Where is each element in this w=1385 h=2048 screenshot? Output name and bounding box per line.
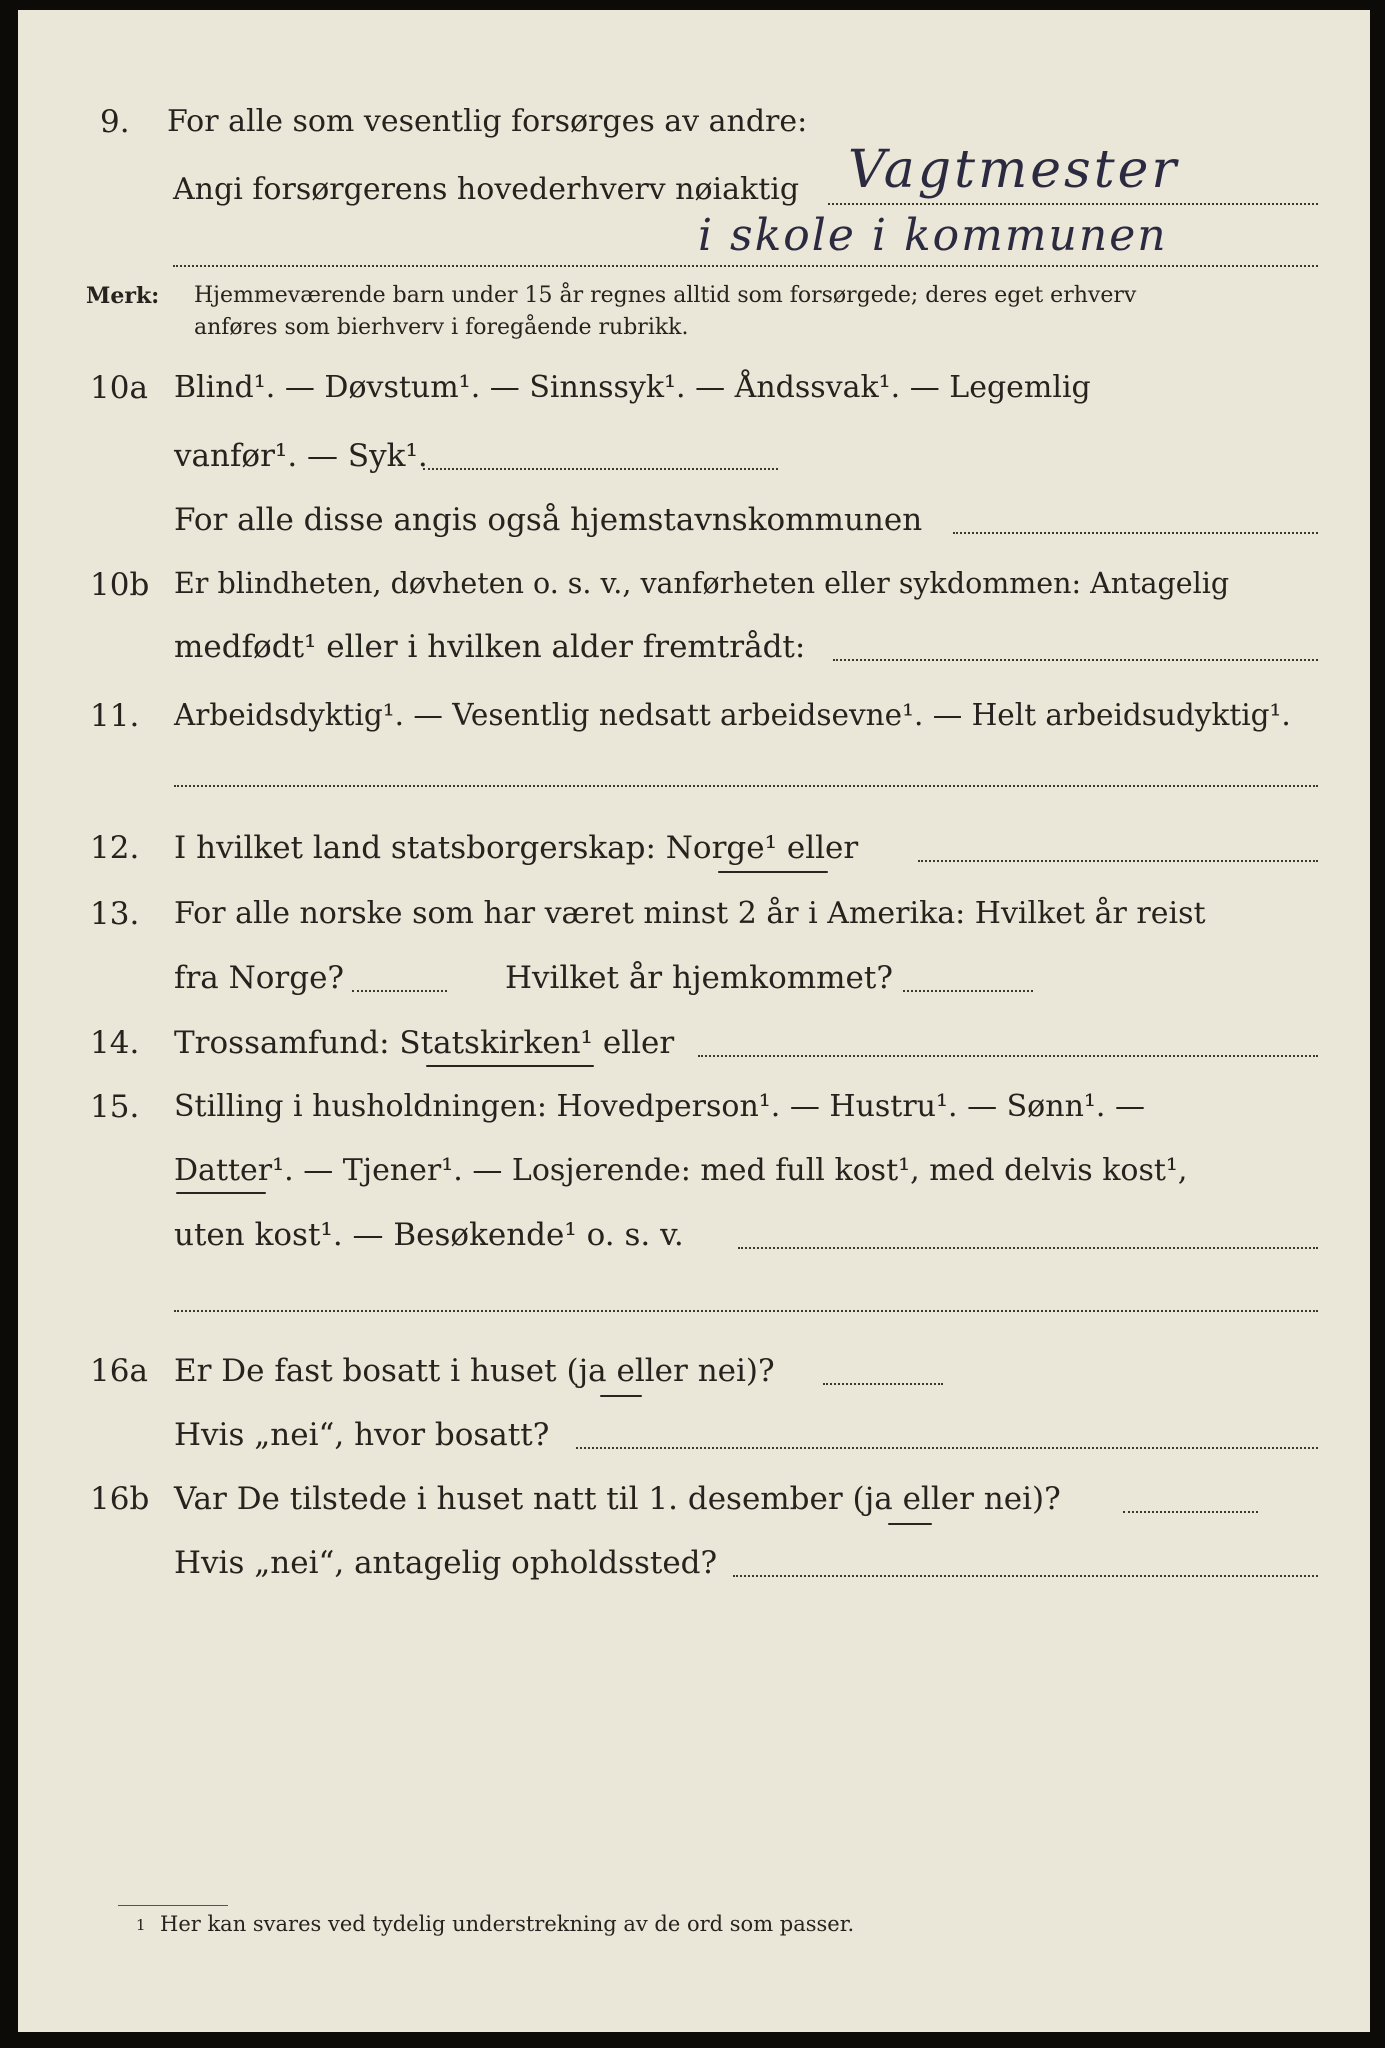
footnote-mark: 1 xyxy=(136,1916,146,1934)
census-form-page xyxy=(18,10,1370,2032)
answer-line xyxy=(173,265,1318,267)
q16b-line1: Var De tilstede i huset natt til 1. desember (ja eller nei)? xyxy=(174,1481,1061,1517)
item-number-14: 14. xyxy=(90,1025,140,1061)
q16a-line2: Hvis „nei“, hvor bosatt? xyxy=(174,1417,550,1453)
handwritten-answer-occupation: Vagtmester xyxy=(848,140,1180,200)
underline-mark xyxy=(718,871,828,873)
item-number-10a: 10a xyxy=(90,370,148,406)
footnote-text: Her kan svares ved tydelig understrekning av de ord som passer. xyxy=(160,1912,855,1936)
item-number-16a: 16a xyxy=(90,1353,148,1389)
answer-line xyxy=(698,1055,1318,1057)
q10b-line2: medfødt¹ eller i hvilken alder fremtrådt: xyxy=(174,629,806,665)
q13-line2a: fra Norge? xyxy=(174,960,345,996)
merk-line2: anføres som bierhverv i foregående rubrikk. xyxy=(194,315,689,340)
answer-line xyxy=(352,990,447,992)
answer-line xyxy=(423,468,778,470)
q16b-line2: Hvis „nei“, antagelig opholdssted? xyxy=(174,1545,718,1581)
q15-line1: Stilling i husholdningen: Hovedperson¹. — Hustru¹. — Sønn¹. — xyxy=(174,1089,1145,1124)
q10b-line1: Er blindheten, døvheten o. s. v., vanførheten eller sykdommen: Antagelig xyxy=(174,567,1230,600)
q15-line2: Datter¹. — Tjener¹. — Losjerende: med full kost¹, med delvis kost¹, xyxy=(174,1153,1188,1188)
underline-mark xyxy=(888,1523,932,1525)
item-number-13: 13. xyxy=(90,896,140,932)
answer-line xyxy=(174,1310,1318,1312)
q13-line2b: Hvilket år hjemkommet? xyxy=(505,960,893,996)
q10a-line2: vanfør¹. — Syk¹. xyxy=(174,438,428,474)
answer-line xyxy=(738,1247,1318,1249)
item-number-15: 15. xyxy=(90,1089,140,1125)
q13-line1: For alle norske som har været minst 2 år i Amerika: Hvilket år reist xyxy=(174,896,1206,931)
merk-label: Merk: xyxy=(86,283,160,309)
item-number-12: 12. xyxy=(90,830,140,866)
answer-line xyxy=(903,990,1033,992)
answer-line xyxy=(833,659,1318,661)
footnote-rule xyxy=(118,1905,228,1906)
item-number-11: 11. xyxy=(90,698,140,734)
answer-line xyxy=(174,785,1318,787)
q9-line1: For alle som vesentlig forsørges av andre: xyxy=(167,104,808,139)
answer-line xyxy=(823,1383,943,1385)
answer-line xyxy=(828,203,1318,205)
answer-line xyxy=(1123,1511,1258,1513)
item-number-10b: 10b xyxy=(90,567,150,603)
item-number-9: 9. xyxy=(100,104,130,140)
q15-line3: uten kost¹. — Besøkende¹ o. s. v. xyxy=(174,1217,684,1253)
underline-mark xyxy=(600,1395,642,1397)
underline-mark xyxy=(176,1192,266,1194)
q10a-line1: Blind¹. — Døvstum¹. — Sinnssyk¹. — Åndssvak¹. — Legemlig xyxy=(174,370,1091,405)
q16a-line1: Er De fast bosatt i huset (ja eller nei)? xyxy=(174,1353,775,1389)
answer-line xyxy=(733,1575,1318,1577)
underline-mark xyxy=(426,1065,594,1067)
q9-line2: Angi forsørgerens hovederhverv nøiaktig xyxy=(173,172,800,207)
q12-line1: I hvilket land statsborgerskap: Norge¹ eller xyxy=(174,830,859,866)
q14-line1: Trossamfund: Statskirken¹ eller xyxy=(174,1025,675,1061)
answer-line xyxy=(918,860,1318,862)
q11-line1: Arbeidsdyktig¹. — Vesentlig nedsatt arbeidsevne¹. — Helt arbeidsudyktig¹. xyxy=(174,698,1291,732)
item-number-16b: 16b xyxy=(90,1481,150,1517)
answer-line xyxy=(953,532,1318,534)
merk-line1: Hjemmeværende barn under 15 år regnes alltid som forsørgede; deres eget erhverv xyxy=(194,283,1137,308)
answer-line xyxy=(576,1447,1318,1449)
handwritten-answer-employer: i skole i kommunen xyxy=(698,210,1168,261)
q10a-line3: For alle disse angis også hjemstavnskommunen xyxy=(174,502,923,538)
